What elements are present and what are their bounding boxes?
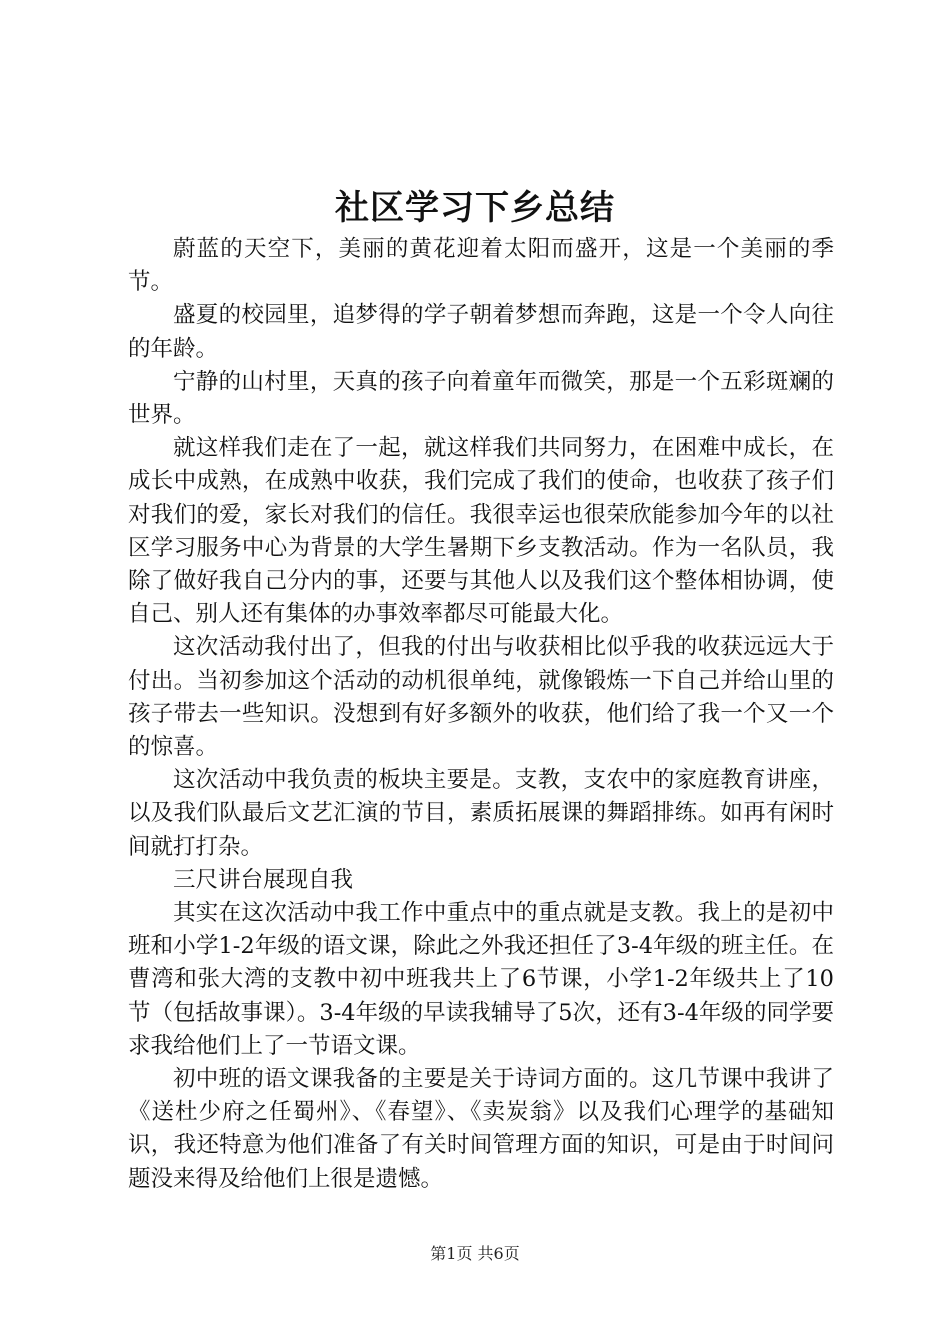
paragraph: 这次活动我付出了，但我的付出与收获相比似乎我的收获远远大于付出。当初参加这个活动的动机很单纯，就像锻炼一下自己并给山里的孩子带去一些知识。没想到有好多额外的收获，他们给了我一个又一个的惊喜。	[128, 634, 834, 761]
document-body	[128, 233, 834, 1196]
paragraph: 这次活动中我负责的板块主要是。支教，支农中的家庭教育讲座，以及我们队最后文艺汇演的节目，素质拓展课的舞蹈排练。如再有闲时间就打打杂。	[128, 767, 834, 860]
paragraph: 蔚蓝的天空下，美丽的黄花迎着太阳而盛开，这是一个美丽的季节。	[128, 236, 834, 296]
document-title: 社区学习下乡总结	[335, 188, 615, 228]
paragraph: 盛夏的校园里，追梦得的学子朝着梦想而奔跑，这是一个令人向往的年龄。	[128, 302, 834, 362]
paragraph: 就这样我们走在了一起，就这样我们共同努力，在困难中成长，在成长中成熟，在成熟中收获，我们完成了我们的使命，也收获了孩子们对我们的爱，家长对我们的信任。我很幸运也很荣欣能参加今年的以社区学习服务中心为背景的大学生暑期下乡支教活动。作为一名队员，我除了做好我自己分内的事，还要与其他人以及我们这个整体相协调，使自己、别人还有集体的办事效率都尽可能最大化。	[128, 435, 834, 628]
paragraph: 其实在这次活动中我工作中重点中的重点就是支教。我上的是初中班和小学1-2年级的语文课，除此之外我还担任了3-4年级的班主任。在曹湾和张大湾的支教中初中班我共上了6节课，小学1-2年级共上了10节（包括故事课）。3-4年级的早读我辅导了5次，还有3-4年级的同学要求我给他们上了一节语文课。	[128, 900, 834, 1059]
paragraph: 初中班的语文课我备的主要是关于诗词方面的。这几节课中我讲了《送杜少府之任蜀州》、《春望》、《卖炭翁》以及我们心理学的基础知识，我还特意为他们准备了有关时间管理方面的知识，可是由于时间问题没来得及给他们上很是遗憾。	[128, 1066, 834, 1192]
page-footer: 第1页 共6页	[430, 1244, 520, 1263]
paragraph: 宁静的山村里，天真的孩子向着童年而微笑，那是一个五彩斑斓的世界。	[128, 368, 834, 429]
section-heading: 三尺讲台展现自我	[173, 866, 354, 893]
